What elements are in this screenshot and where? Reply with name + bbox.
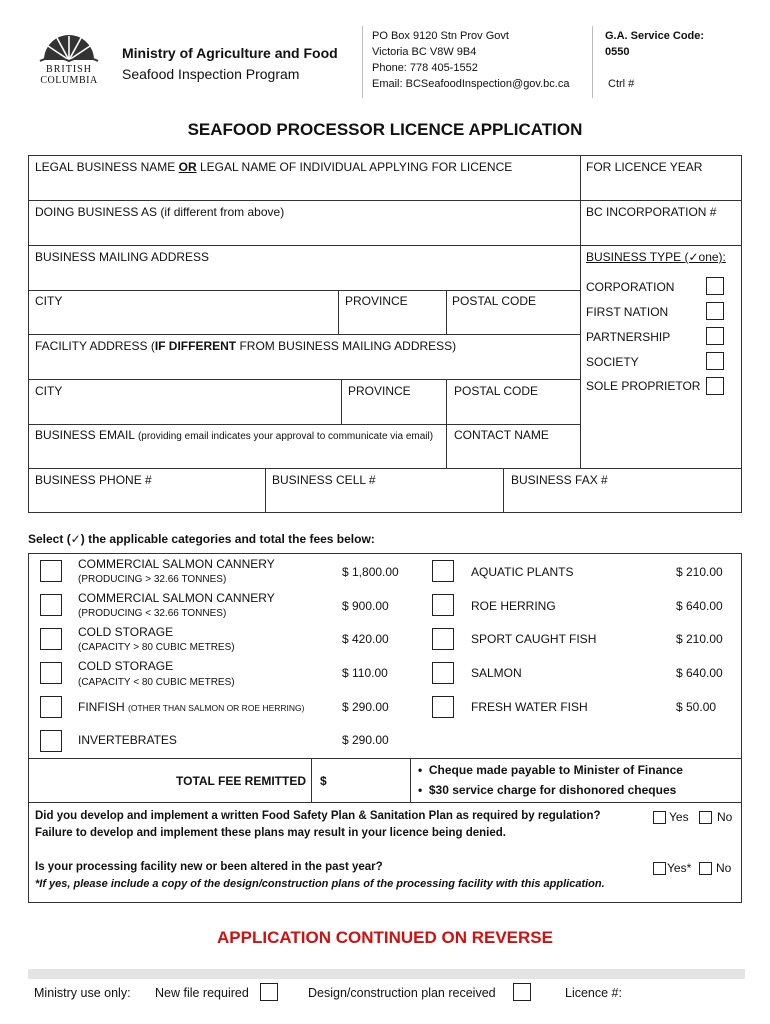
ministry-use-label: Ministry use only: — [34, 986, 131, 1000]
fee-sport-caught-fish-checkbox[interactable] — [432, 628, 454, 650]
fee-fresh-water-fish-name: FRESH WATER FISH — [471, 700, 588, 714]
fee-fresh-water-fish-checkbox[interactable] — [432, 696, 454, 718]
business-phone-label: BUSINESS PHONE # — [35, 473, 152, 487]
mailing-address-label: BUSINESS MAILING ADDRESS — [35, 250, 210, 264]
ctrl-label: Ctrl # — [608, 78, 635, 90]
fee-roe-herring-name: ROE HERRING — [471, 599, 556, 613]
fee-cold-storage-small-name: COLD STORAGE — [78, 659, 174, 673]
licence-number-label: Licence #: — [565, 986, 622, 1000]
type-first-nation-label: FIRST NATION — [586, 305, 669, 319]
q1-text: Did you develop and implement a written Food Safety Plan & Sanitation Plan as required by regulation? — [35, 810, 601, 822]
fee-invertebrates-name: INVERTEBRATES — [78, 733, 177, 747]
business-email-label: BUSINESS EMAIL (providing email indicates your approval to communicate via email) — [35, 428, 434, 442]
fees-heading: Select (✓) the applicable categories and total the fees below: — [28, 532, 375, 546]
new-file-label: New file required — [155, 986, 249, 1000]
fee-finfish-checkbox[interactable] — [40, 696, 62, 718]
type-society-label: SOCIETY — [586, 355, 639, 369]
contact-address-1: PO Box 9120 Stn Prov Govt — [372, 30, 509, 42]
fee-finfish-note: (OTHER THAN SALMON OR ROE HERRING) — [128, 703, 305, 713]
legal-name-label: LEGAL BUSINESS NAME OR LEGAL NAME OF INDIVIDUAL APPLYING FOR LICENCE — [35, 160, 513, 174]
total-fee-dollar: $ — [320, 774, 327, 788]
header-divider-2 — [592, 26, 593, 98]
q1-yes-label: Yes — [669, 810, 689, 824]
q2-note: *If yes, please include a copy of the design/construction plans of the processing facility with this application. — [35, 878, 605, 890]
fee-salmon-checkbox[interactable] — [432, 662, 454, 684]
fee-salmon-cannery-small-amount: $ 900.00 — [342, 599, 389, 613]
fee-cold-storage-large-sub: (CAPACITY > 80 CUBIC METRES) — [78, 642, 235, 653]
q2-yes-label: Yes* — [667, 861, 692, 875]
city-label: CITY — [35, 294, 63, 308]
fee-salmon-cannery-large-sub: (PRODUCING > 32.66 TONNES) — [78, 574, 227, 585]
type-corporation-label: CORPORATION — [586, 280, 675, 294]
service-code-value: 0550 — [605, 46, 630, 58]
postal-code-label: POSTAL CODE — [452, 294, 537, 308]
total-fee-label: TOTAL FEE REMITTED — [176, 774, 307, 788]
q1-no-checkbox[interactable] — [699, 811, 712, 824]
facility-address-label: FACILITY ADDRESS (IF DIFFERENT FROM BUSINESS MAILING ADDRESS) — [35, 339, 457, 353]
ministry-name: Ministry of Agriculture and Food — [122, 45, 338, 61]
fee-salmon-name: SALMON — [471, 666, 522, 680]
q1-note: Failure to develop and implement these plans may result in your licence being denied. — [35, 827, 506, 839]
sun-icon — [38, 34, 100, 62]
email-note: (providing email indicates your approval to communicate via email) — [137, 431, 434, 442]
type-first-nation-checkbox[interactable] — [706, 302, 724, 320]
contact-address-2: Victoria BC V8W 9B4 — [372, 46, 477, 58]
province-label: PROVINCE — [345, 294, 408, 308]
fee-roe-herring-checkbox[interactable] — [432, 594, 454, 616]
bc-logo — [38, 34, 100, 86]
fee-finfish-amount: $ 290.00 — [342, 700, 389, 714]
bc-incorporation-label: BC INCORPORATION # — [586, 205, 717, 219]
business-cell-label: BUSINESS CELL # — [272, 473, 376, 487]
bullet-icon: • — [418, 763, 423, 777]
type-corporation-checkbox[interactable] — [706, 277, 724, 295]
contact-phone: Phone: 778 405-1552 — [372, 62, 478, 74]
contact-name-label: CONTACT NAME — [454, 428, 549, 442]
fee-aquatic-plants-name: AQUATIC PLANTS — [471, 565, 574, 579]
fee-salmon-amount: $ 640.00 — [676, 666, 723, 680]
cheque-note-2: • $30 service charge for dishonored cheques — [418, 783, 677, 797]
type-sole-proprietor-label: SOLE PROPRIETOR — [586, 379, 701, 393]
fee-fresh-water-fish-amount: $ 50.00 — [676, 700, 717, 714]
cheque-note-1: • Cheque made payable to Minister of Finance — [418, 763, 683, 777]
fee-aquatic-plants-checkbox[interactable] — [432, 560, 454, 582]
fee-finfish-name: FINFISH (OTHER THAN SALMON OR ROE HERRING) — [78, 700, 305, 714]
header-divider — [362, 26, 363, 98]
design-plan-checkbox[interactable] — [513, 983, 531, 1001]
q1-no-label: No — [717, 810, 733, 824]
business-type-label: BUSINESS TYPE (✓one): — [586, 250, 726, 264]
facility-city-label: CITY — [35, 384, 63, 398]
ministry-use-bar — [28, 969, 745, 979]
q1-yes-checkbox[interactable] — [653, 811, 666, 824]
continued-notice: APPLICATION CONTINUED ON REVERSE — [217, 928, 553, 947]
q2-no-label: No — [716, 861, 732, 875]
bullet-icon: • — [418, 783, 423, 797]
logo-text-bottom: COLUMBIA — [40, 75, 98, 86]
design-plan-label: Design/construction plan received — [308, 986, 496, 1000]
dba-label: DOING BUSINESS AS (if different from above) — [35, 205, 285, 219]
fee-aquatic-plants-amount: $ 210.00 — [676, 565, 723, 579]
fee-salmon-cannery-small-sub: (PRODUCING < 32.66 TONNES) — [78, 608, 227, 619]
fee-cold-storage-small-checkbox[interactable] — [40, 662, 62, 684]
business-fax-label: BUSINESS FAX # — [511, 473, 608, 487]
new-file-checkbox[interactable] — [260, 983, 278, 1001]
q2-text: Is your processing facility new or been altered in the past year? — [35, 861, 383, 873]
fee-cold-storage-small-sub: (CAPACITY < 80 CUBIC METRES) — [78, 677, 235, 688]
fee-salmon-cannery-large-amount: $ 1,800.00 — [342, 565, 399, 579]
fee-sport-caught-fish-name: SPORT CAUGHT FISH — [471, 632, 597, 646]
q2-yes-checkbox[interactable] — [653, 862, 666, 875]
logo-text-top: BRITISH — [46, 64, 92, 75]
type-sole-proprietor-checkbox[interactable] — [706, 377, 724, 395]
type-society-checkbox[interactable] — [706, 352, 724, 370]
facility-province-label: PROVINCE — [348, 384, 411, 398]
fee-salmon-cannery-small-name: COMMERCIAL SALMON CANNERY — [78, 591, 275, 605]
type-partnership-checkbox[interactable] — [706, 327, 724, 345]
fee-salmon-cannery-small-checkbox[interactable] — [40, 594, 62, 616]
facility-postal-label: POSTAL CODE — [454, 384, 539, 398]
fee-cold-storage-large-name: COLD STORAGE — [78, 625, 174, 639]
licence-year-label: FOR LICENCE YEAR — [586, 160, 703, 174]
program-name: Seafood Inspection Program — [122, 66, 300, 82]
fee-sport-caught-fish-amount: $ 210.00 — [676, 632, 723, 646]
type-partnership-label: PARTNERSHIP — [586, 330, 671, 344]
fee-cold-storage-large-checkbox[interactable] — [40, 628, 62, 650]
form-title: SEAFOOD PROCESSOR LICENCE APPLICATION — [187, 120, 583, 139]
contact-email: Email: BCSeafoodInspection@gov.bc.ca — [372, 78, 570, 90]
fee-invertebrates-checkbox[interactable] — [40, 730, 62, 752]
q2-no-checkbox[interactable] — [699, 862, 712, 875]
fee-cold-storage-small-amount: $ 110.00 — [342, 666, 388, 680]
fee-invertebrates-amount: $ 290.00 — [342, 733, 389, 747]
fee-salmon-cannery-large-name: COMMERCIAL SALMON CANNERY — [78, 557, 275, 571]
fee-salmon-cannery-large-checkbox[interactable] — [40, 560, 62, 582]
fee-roe-herring-amount: $ 640.00 — [676, 599, 723, 613]
fee-cold-storage-large-amount: $ 420.00 — [342, 632, 389, 646]
service-code-label: G.A. Service Code: — [605, 30, 705, 42]
